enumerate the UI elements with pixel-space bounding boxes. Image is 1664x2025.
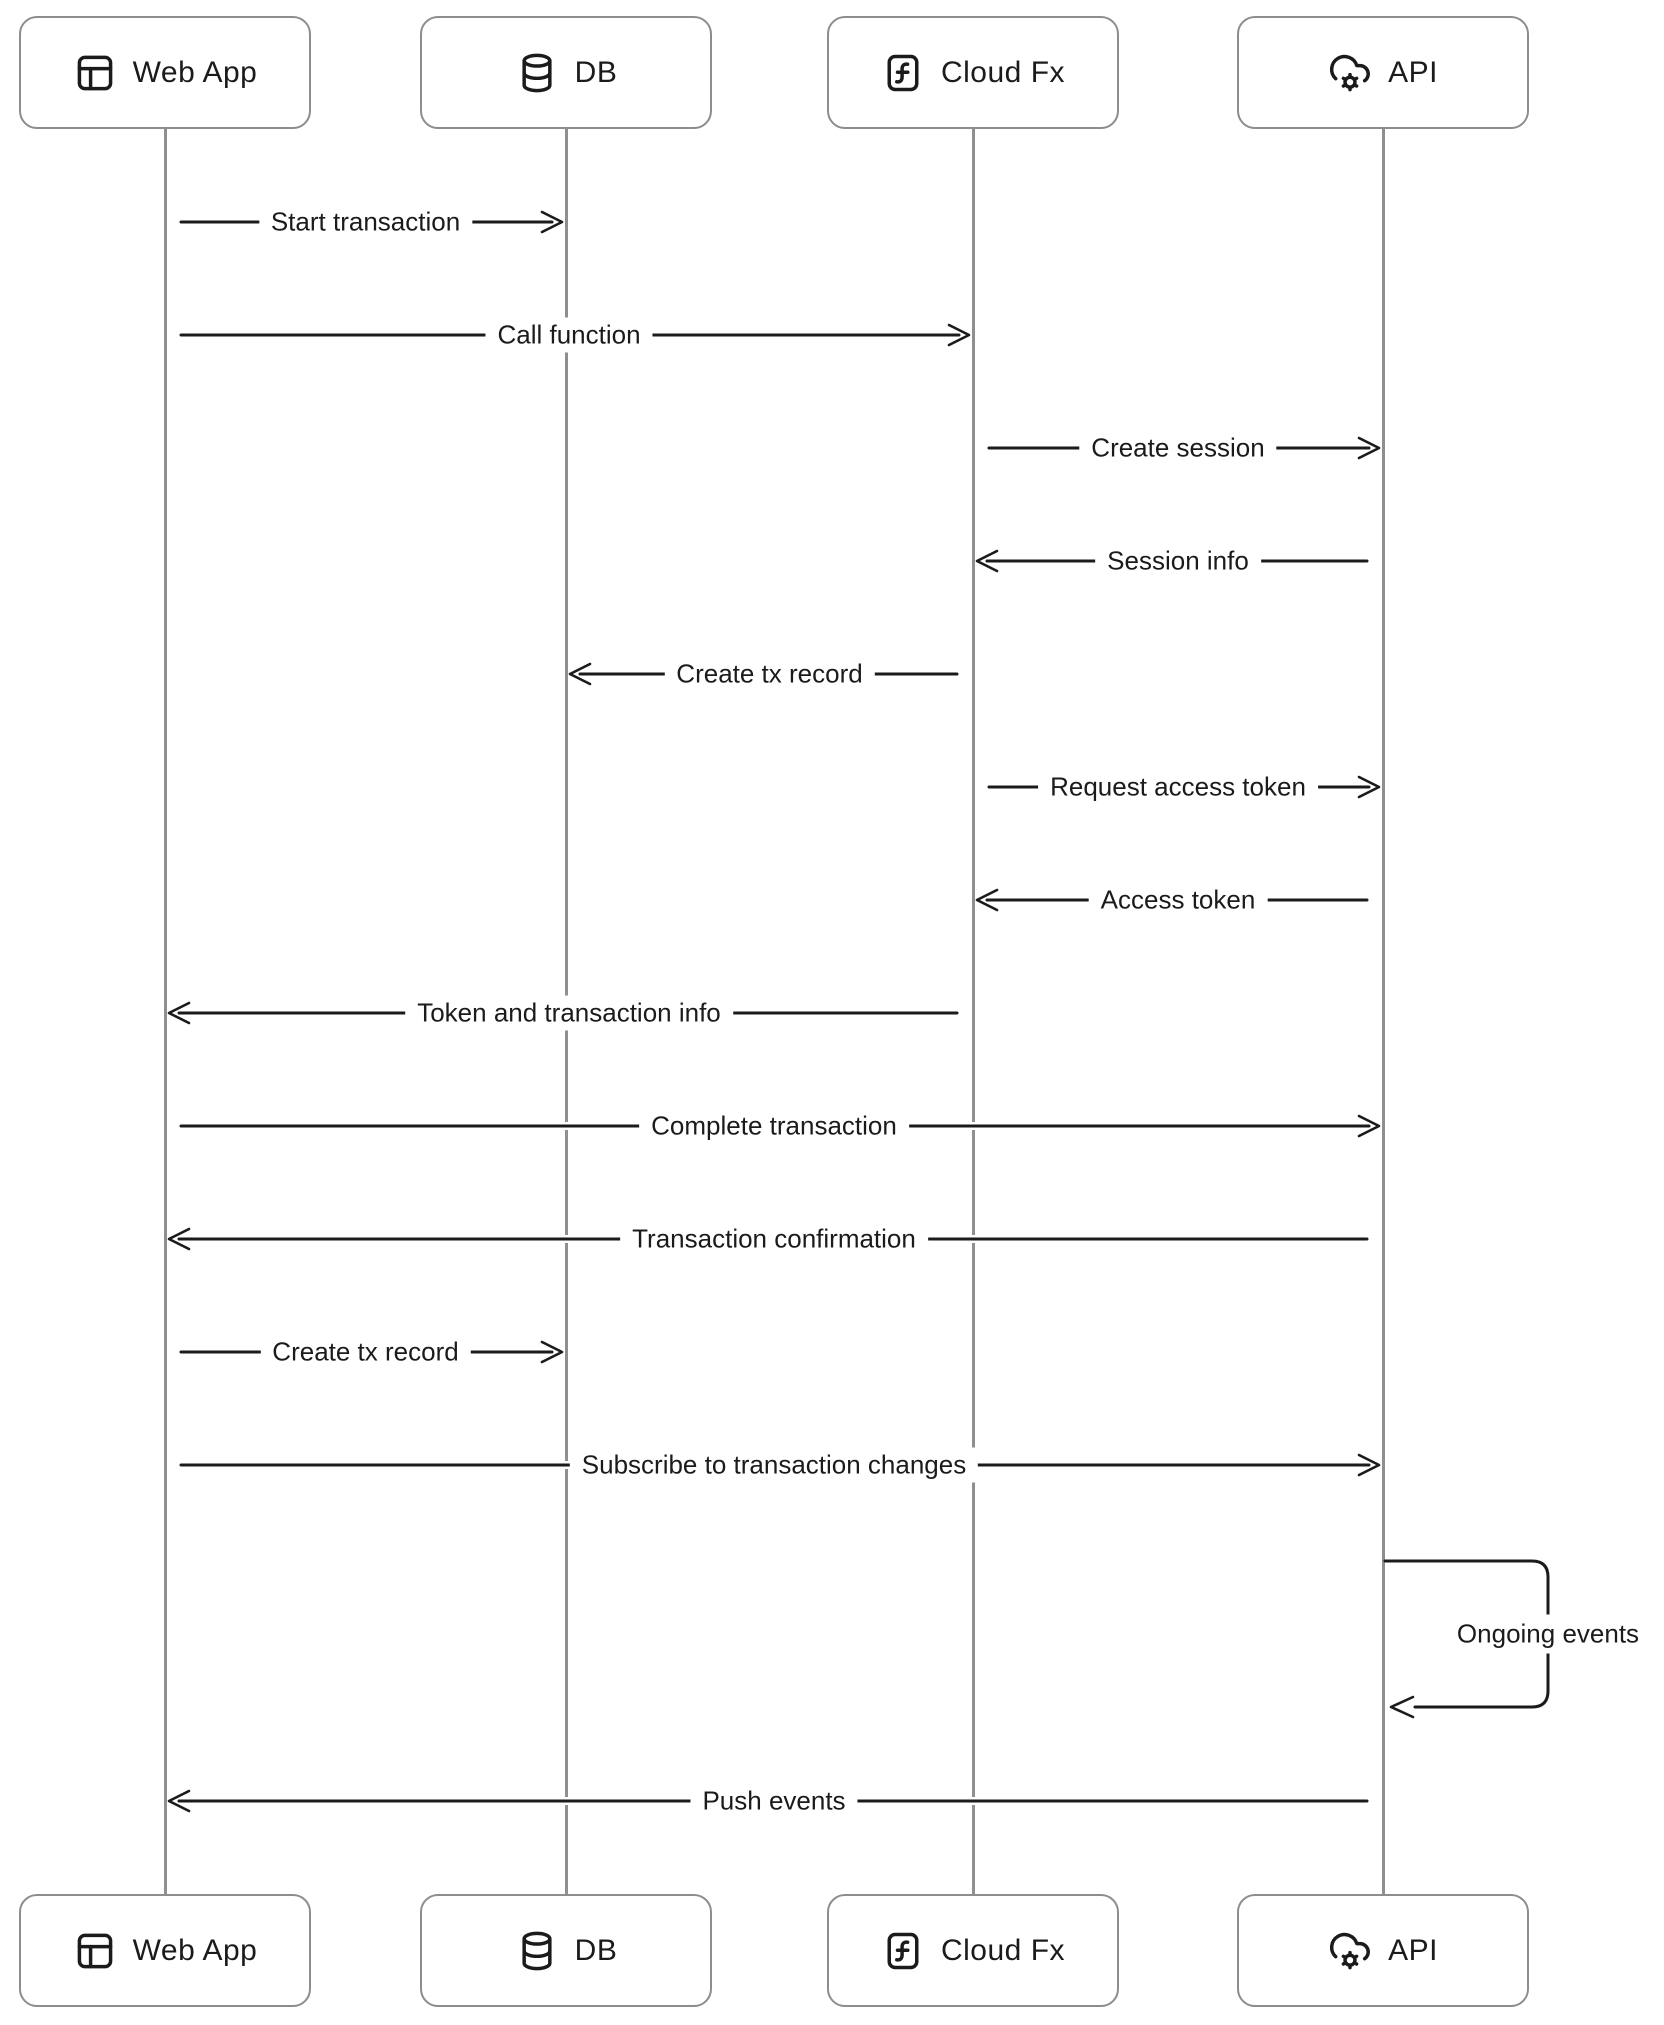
layout-panel-icon <box>73 1929 117 1973</box>
actor-api-bottom <box>1237 1894 1529 2007</box>
message-cloudfx-to-api <box>973 770 1383 804</box>
actor-api-top <box>1237 16 1529 129</box>
actor-cloudfx-top <box>827 16 1119 129</box>
message-label: Request access token <box>1038 770 1318 805</box>
message-label: Access token <box>1089 883 1268 918</box>
message-webapp-to-cloudfx <box>165 318 973 352</box>
actor-label: Web App <box>132 1933 258 1967</box>
cloud-cog-icon <box>1328 1929 1372 1973</box>
actor-label: Cloud Fx <box>940 55 1066 89</box>
actor-webapp-bottom <box>19 1894 311 2007</box>
message-api-to-cloudfx <box>973 883 1383 917</box>
cloud-cog-icon <box>1328 51 1372 95</box>
message-label: Token and transaction info <box>405 996 733 1031</box>
message-label: Create session <box>1079 431 1276 466</box>
layout-panel-icon <box>73 51 117 95</box>
actor-webapp-top <box>19 16 311 129</box>
message-api-to-cloudfx <box>973 544 1383 578</box>
self-loop-api <box>1383 1546 1664 1726</box>
self-loop-label: Ongoing events <box>1447 1615 1649 1654</box>
message-webapp-to-api <box>165 1448 1383 1482</box>
function-square-icon <box>881 1929 925 1973</box>
actor-db-bottom <box>420 1894 712 2007</box>
actor-db-top <box>420 16 712 129</box>
database-icon <box>515 51 559 95</box>
message-webapp-to-api <box>165 1109 1383 1143</box>
message-webapp-to-db <box>165 1335 566 1369</box>
message-webapp-to-db <box>165 205 566 239</box>
message-label: Create tx record <box>664 657 874 692</box>
message-label: Subscribe to transaction changes <box>570 1448 978 1483</box>
message-label: Create tx record <box>260 1335 470 1370</box>
message-label: Push events <box>690 1784 857 1819</box>
message-api-to-webapp <box>165 1784 1383 1818</box>
message-label: Session info <box>1095 544 1261 579</box>
message-cloudfx-to-webapp <box>165 996 973 1030</box>
message-label: Start transaction <box>259 205 472 240</box>
actor-label: Cloud Fx <box>940 1933 1066 1967</box>
function-square-icon <box>881 51 925 95</box>
actor-label: API <box>1388 1933 1438 1967</box>
actor-label: DB <box>574 1933 618 1967</box>
actor-label: Web App <box>132 55 258 89</box>
message-api-to-webapp <box>165 1222 1383 1256</box>
message-label: Call function <box>485 318 652 353</box>
actor-cloudfx-bottom <box>827 1894 1119 2007</box>
message-cloudfx-to-api <box>973 431 1383 465</box>
actor-label: DB <box>574 55 618 89</box>
message-label: Complete transaction <box>639 1109 909 1144</box>
message-label: Transaction confirmation <box>620 1222 928 1257</box>
message-cloudfx-to-db <box>566 657 973 691</box>
actor-label: API <box>1388 55 1438 89</box>
database-icon <box>515 1929 559 1973</box>
